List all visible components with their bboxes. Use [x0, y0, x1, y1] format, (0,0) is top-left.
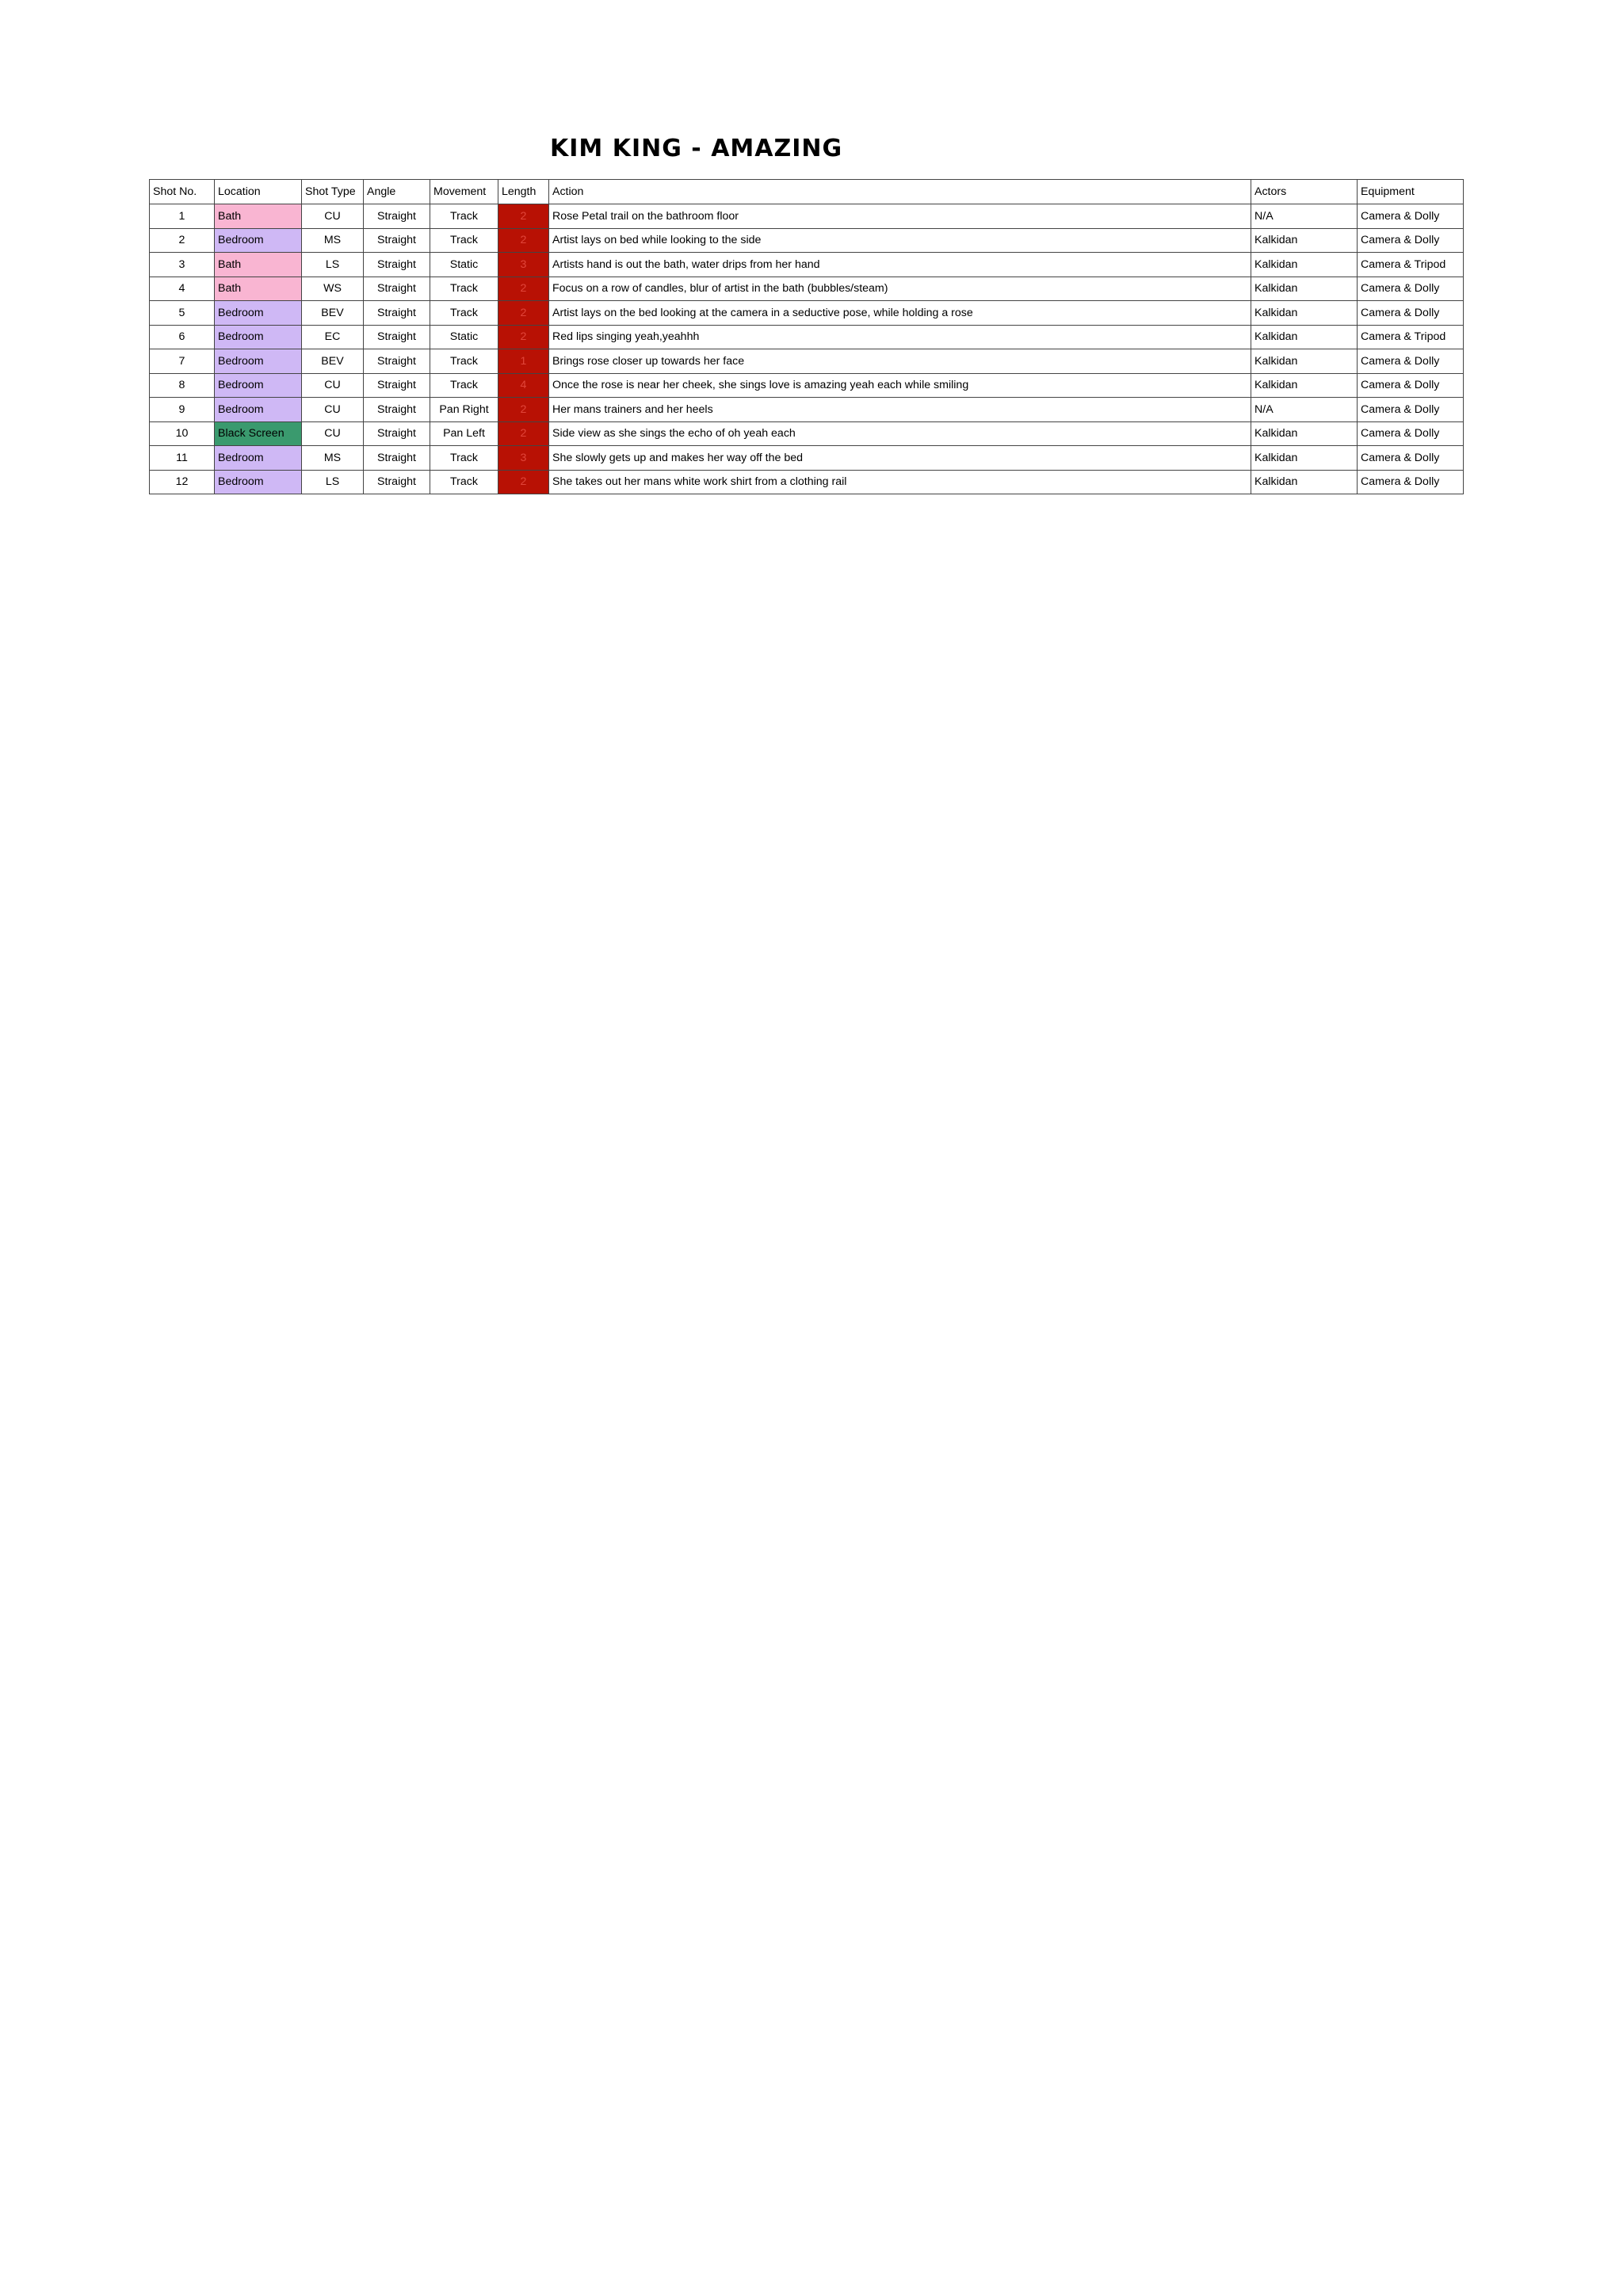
movement-cell: Track: [430, 277, 498, 301]
col-header-length: Length: [498, 180, 549, 204]
equipment-cell: Camera & Dolly: [1358, 373, 1464, 398]
actors-cell: Kalkidan: [1251, 470, 1358, 494]
action-cell: Rose Petal trail on the bathroom floor: [549, 204, 1251, 229]
angle-cell: Straight: [364, 277, 430, 301]
col-header-action: Action: [549, 180, 1251, 204]
shot-number-cell: 6: [150, 325, 215, 349]
location-cell: Bedroom: [215, 446, 302, 471]
shot-type-cell: CU: [302, 421, 364, 446]
shot-number-cell: 11: [150, 446, 215, 471]
actors-cell: Kalkidan: [1251, 301, 1358, 326]
length-cell: 2: [498, 301, 549, 326]
table-row: [150, 277, 1464, 301]
location-cell: Bedroom: [215, 398, 302, 422]
equipment-cell: Camera & Tripod: [1358, 325, 1464, 349]
table-body: [150, 204, 1464, 494]
action-cell: She slowly gets up and makes her way off the bed: [549, 446, 1251, 471]
shot-number-cell: 3: [150, 253, 215, 277]
shot-type-cell: CU: [302, 398, 364, 422]
shot-type-cell: BEV: [302, 349, 364, 374]
location-cell: Bedroom: [215, 325, 302, 349]
shot-number-cell: 4: [150, 277, 215, 301]
location-cell: Bedroom: [215, 470, 302, 494]
length-cell: 2: [498, 398, 549, 422]
col-header-movement: Movement: [430, 180, 498, 204]
length-cell: 3: [498, 253, 549, 277]
length-cell: 2: [498, 421, 549, 446]
angle-cell: Straight: [364, 325, 430, 349]
location-cell: Bedroom: [215, 228, 302, 253]
shot-type-cell: MS: [302, 228, 364, 253]
equipment-cell: Camera & Dolly: [1358, 421, 1464, 446]
shot-type-cell: EC: [302, 325, 364, 349]
table-row: [150, 253, 1464, 277]
shot-number-cell: 1: [150, 204, 215, 229]
shot-type-cell: CU: [302, 204, 364, 229]
action-cell: Her mans trainers and her heels: [549, 398, 1251, 422]
table-row: [150, 373, 1464, 398]
location-cell: Bedroom: [215, 373, 302, 398]
shot-type-cell: BEV: [302, 301, 364, 326]
action-cell: Artists hand is out the bath, water drips from her hand: [549, 253, 1251, 277]
table-row: [150, 325, 1464, 349]
action-cell: Brings rose closer up towards her face: [549, 349, 1251, 374]
col-header-actors: Actors: [1251, 180, 1358, 204]
equipment-cell: Camera & Dolly: [1358, 470, 1464, 494]
shot-list-table: [149, 179, 1464, 494]
angle-cell: Straight: [364, 301, 430, 326]
movement-cell: Track: [430, 373, 498, 398]
location-cell: Bath: [215, 253, 302, 277]
shot-number-cell: 12: [150, 470, 215, 494]
shot-number-cell: 2: [150, 228, 215, 253]
location-cell: Bedroom: [215, 301, 302, 326]
equipment-cell: Camera & Dolly: [1358, 349, 1464, 374]
table-row: [150, 349, 1464, 374]
action-cell: Artist lays on the bed looking at the camera in a seductive pose, while holding a rose: [549, 301, 1251, 326]
length-cell: 1: [498, 349, 549, 374]
movement-cell: Track: [430, 301, 498, 326]
movement-cell: Track: [430, 446, 498, 471]
shot-type-cell: LS: [302, 470, 364, 494]
header-row: [150, 180, 1464, 204]
movement-cell: Track: [430, 204, 498, 229]
equipment-cell: Camera & Dolly: [1358, 398, 1464, 422]
page-title: KIM KING - AMAZING: [550, 135, 843, 162]
angle-cell: Straight: [364, 470, 430, 494]
table-row: [150, 421, 1464, 446]
location-cell: Bath: [215, 204, 302, 229]
length-cell: 4: [498, 373, 549, 398]
actors-cell: Kalkidan: [1251, 349, 1358, 374]
location-cell: Bath: [215, 277, 302, 301]
angle-cell: Straight: [364, 349, 430, 374]
actors-cell: Kalkidan: [1251, 277, 1358, 301]
table-row: [150, 301, 1464, 326]
angle-cell: Straight: [364, 421, 430, 446]
angle-cell: Straight: [364, 446, 430, 471]
location-cell: Black Screen: [215, 421, 302, 446]
equipment-cell: Camera & Dolly: [1358, 204, 1464, 229]
col-header-shot-type: Shot Type: [302, 180, 364, 204]
angle-cell: Straight: [364, 204, 430, 229]
shot-number-cell: 8: [150, 373, 215, 398]
length-cell: 2: [498, 470, 549, 494]
shot-type-cell: LS: [302, 253, 364, 277]
length-cell: 2: [498, 204, 549, 229]
movement-cell: Track: [430, 470, 498, 494]
col-header-location: Location: [215, 180, 302, 204]
action-cell: Red lips singing yeah,yeahhh: [549, 325, 1251, 349]
col-header-shot-no: Shot No.: [150, 180, 215, 204]
length-cell: 2: [498, 325, 549, 349]
shot-number-cell: 5: [150, 301, 215, 326]
movement-cell: Track: [430, 228, 498, 253]
angle-cell: Straight: [364, 398, 430, 422]
shot-number-cell: 9: [150, 398, 215, 422]
action-cell: Artist lays on bed while looking to the side: [549, 228, 1251, 253]
angle-cell: Straight: [364, 373, 430, 398]
shot-number-cell: 10: [150, 421, 215, 446]
angle-cell: Straight: [364, 228, 430, 253]
length-cell: 2: [498, 228, 549, 253]
table-row: [150, 204, 1464, 229]
equipment-cell: Camera & Dolly: [1358, 228, 1464, 253]
shot-type-cell: WS: [302, 277, 364, 301]
angle-cell: Straight: [364, 253, 430, 277]
equipment-cell: Camera & Dolly: [1358, 301, 1464, 326]
col-header-equipment: Equipment: [1358, 180, 1464, 204]
action-cell: Focus on a row of candles, blur of artist in the bath (bubbles/steam): [549, 277, 1251, 301]
equipment-cell: Camera & Dolly: [1358, 277, 1464, 301]
actors-cell: Kalkidan: [1251, 325, 1358, 349]
movement-cell: Static: [430, 325, 498, 349]
actors-cell: Kalkidan: [1251, 253, 1358, 277]
location-cell: Bedroom: [215, 349, 302, 374]
movement-cell: Track: [430, 349, 498, 374]
action-cell: Side view as she sings the echo of oh yeah each: [549, 421, 1251, 446]
actors-cell: Kalkidan: [1251, 421, 1358, 446]
actors-cell: Kalkidan: [1251, 446, 1358, 471]
movement-cell: Pan Right: [430, 398, 498, 422]
length-cell: 3: [498, 446, 549, 471]
equipment-cell: Camera & Dolly: [1358, 446, 1464, 471]
actors-cell: N/A: [1251, 204, 1358, 229]
table-row: [150, 398, 1464, 422]
action-cell: Once the rose is near her cheek, she sings love is amazing yeah each while smiling: [549, 373, 1251, 398]
shot-number-cell: 7: [150, 349, 215, 374]
actors-cell: Kalkidan: [1251, 373, 1358, 398]
equipment-cell: Camera & Tripod: [1358, 253, 1464, 277]
table-row: [150, 446, 1464, 471]
length-cell: 2: [498, 277, 549, 301]
shot-type-cell: CU: [302, 373, 364, 398]
movement-cell: Static: [430, 253, 498, 277]
movement-cell: Pan Left: [430, 421, 498, 446]
shot-type-cell: MS: [302, 446, 364, 471]
table-row: [150, 470, 1464, 494]
table-row: [150, 228, 1464, 253]
action-cell: She takes out her mans white work shirt from a clothing rail: [549, 470, 1251, 494]
actors-cell: N/A: [1251, 398, 1358, 422]
col-header-angle: Angle: [364, 180, 430, 204]
actors-cell: Kalkidan: [1251, 228, 1358, 253]
